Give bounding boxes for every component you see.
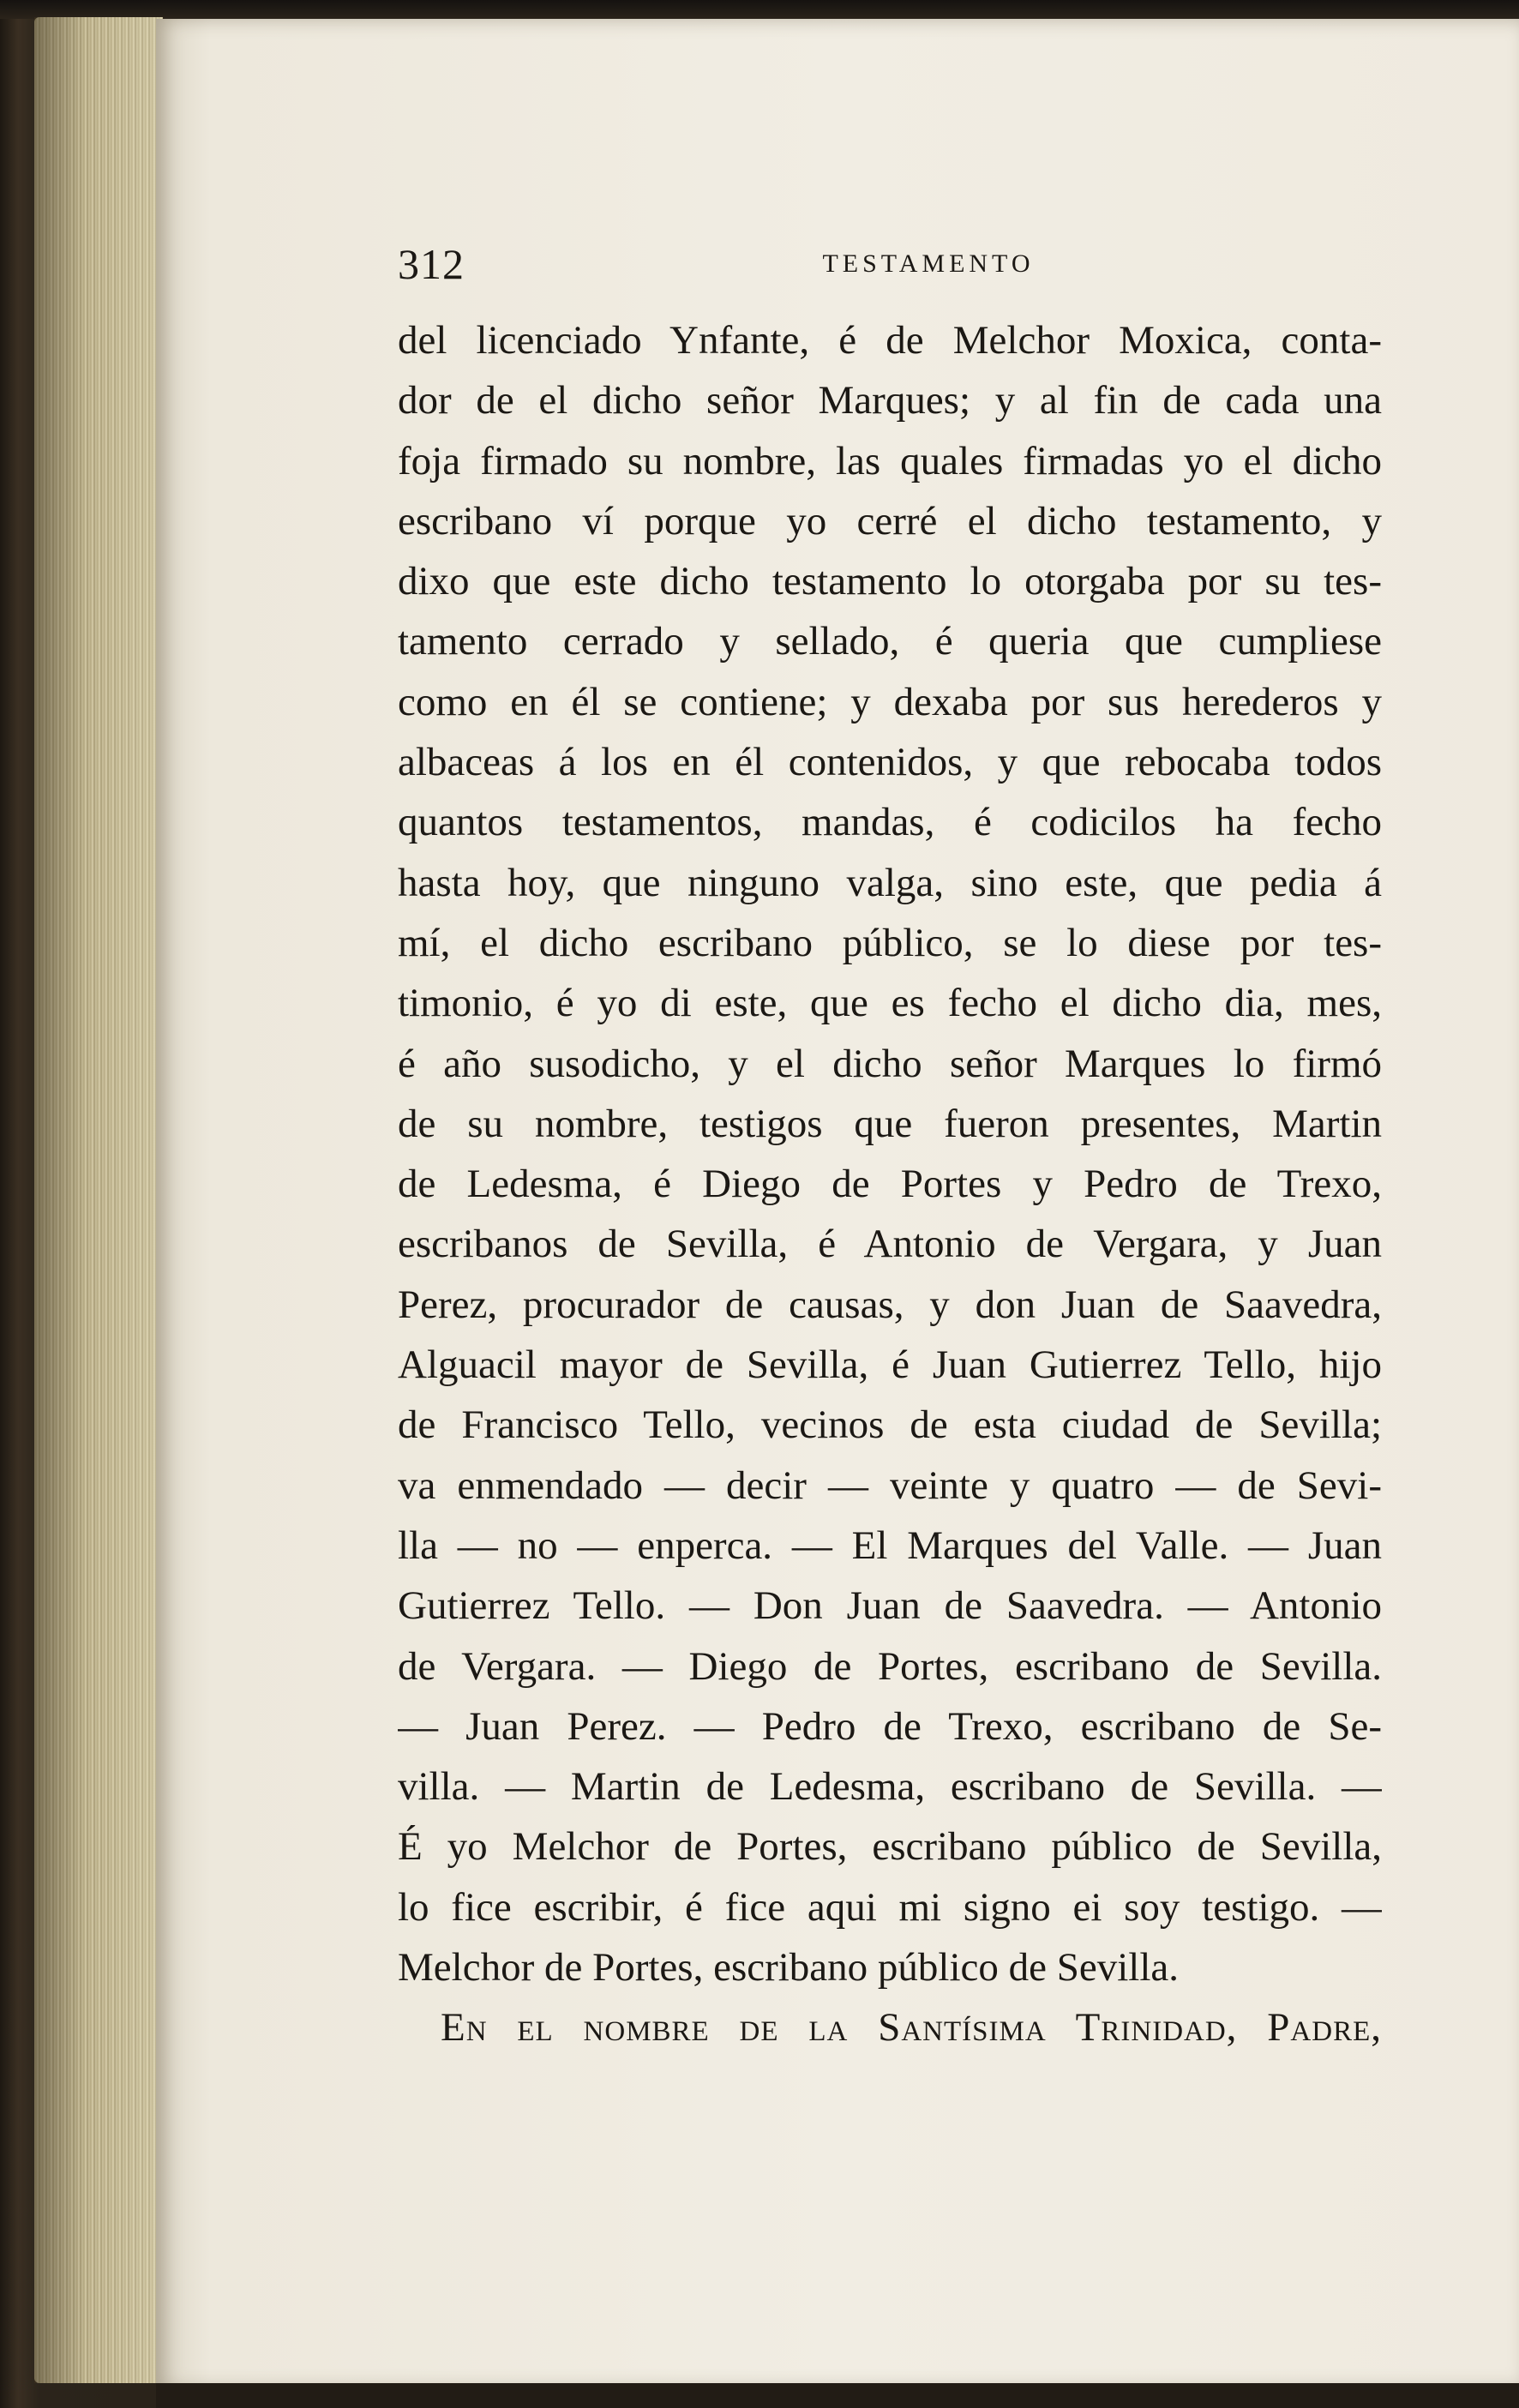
text-line: de Francisco Tello, vecinos de esta ciudad de Sevilla;: [398, 1402, 1382, 1448]
text-line: como en él se contiene; y dexaba por sus herederos y: [398, 679, 1382, 724]
scan-top-border: [0, 0, 1519, 19]
text-line: foja firmado su nombre, las quales firmadas yo el dicho: [398, 438, 1382, 483]
text-line: é año susodicho, y el dicho señor Marques lo firmó: [398, 1041, 1382, 1086]
text-line: dor de el dicho señor Marques; y al fin de cada una: [398, 378, 1382, 423]
running-head: [398, 230, 1382, 298]
text-line: de su nombre, testigos que fueron presentes, Martin: [398, 1101, 1382, 1146]
text-line: albaceas á los en él contenidos, y que rebocaba todos: [398, 740, 1382, 785]
text-line: villa. — Martin de Ledesma, escribano de Sevilla. —: [398, 1764, 1382, 1810]
text-line: lla — no — enperca. — El Marques del Valle. — Juan: [398, 1522, 1382, 1568]
text-line: escribano ví porque yo cerré el dicho testamento, y: [398, 498, 1382, 543]
text-line: É yo Melchor de Portes, escribano público de Sevilla,: [398, 1824, 1382, 1870]
text-line: de Ledesma, é Diego de Portes y Pedro de Trexo,: [398, 1162, 1382, 1207]
text-line: de Vergara. — Diego de Portes, escribano de Sevilla.: [398, 1643, 1382, 1689]
text-line: va enmendado — decir — veinte y quatro — de Sevi-: [398, 1462, 1382, 1508]
text-line: hasta hoy, que ninguno valga, sino este, que pedia á: [398, 860, 1382, 905]
page-edges-shadow: [34, 17, 163, 2383]
section-title: TESTAMENTO: [822, 249, 1035, 278]
text-line: Melchor de Portes, escribano público de Sevilla.: [398, 1945, 1180, 1991]
text-line: tamento cerrado y sellado, é queria que cumpliese: [398, 619, 1382, 664]
section-opening-line: En el nombre de la Santísima Trinidad, Padre,: [441, 2005, 1382, 2051]
text-line: quantos testamentos, mandas, é codicilos ha fecho: [398, 800, 1382, 845]
text-line: lo fice escribir, é fice aqui mi signo ei soy testigo. —: [398, 1884, 1382, 1930]
text-line: dixo que este dicho testamento lo otorgaba por su tes-: [398, 559, 1382, 604]
text-line: Perez, procurador de causas, y don Juan de Saavedra,: [398, 1282, 1382, 1327]
page-number: 312: [398, 240, 465, 288]
text-line: mí, el dicho escribano público, se lo diese por tes-: [398, 920, 1382, 965]
scan-bottom-border: [156, 2383, 1519, 2408]
text-line: del licenciado Ynfante, é de Melchor Moxica, conta-: [398, 318, 1382, 363]
text-line: timonio, é yo di este, que es fecho el dicho dia, mes,: [398, 981, 1382, 1026]
body-text: [398, 310, 1382, 2058]
text-line: Gutierrez Tello. — Don Juan de Saavedra. — Antonio: [398, 1583, 1382, 1629]
text-line: Alguacil mayor de Sevilla, é Juan Gutierrez Tello, hijo: [398, 1342, 1382, 1388]
text-line: escribanos de Sevilla, é Antonio de Vergara, y Juan: [398, 1222, 1382, 1267]
text-line: — Juan Perez. — Pedro de Trexo, escribano de Se-: [398, 1703, 1382, 1749]
